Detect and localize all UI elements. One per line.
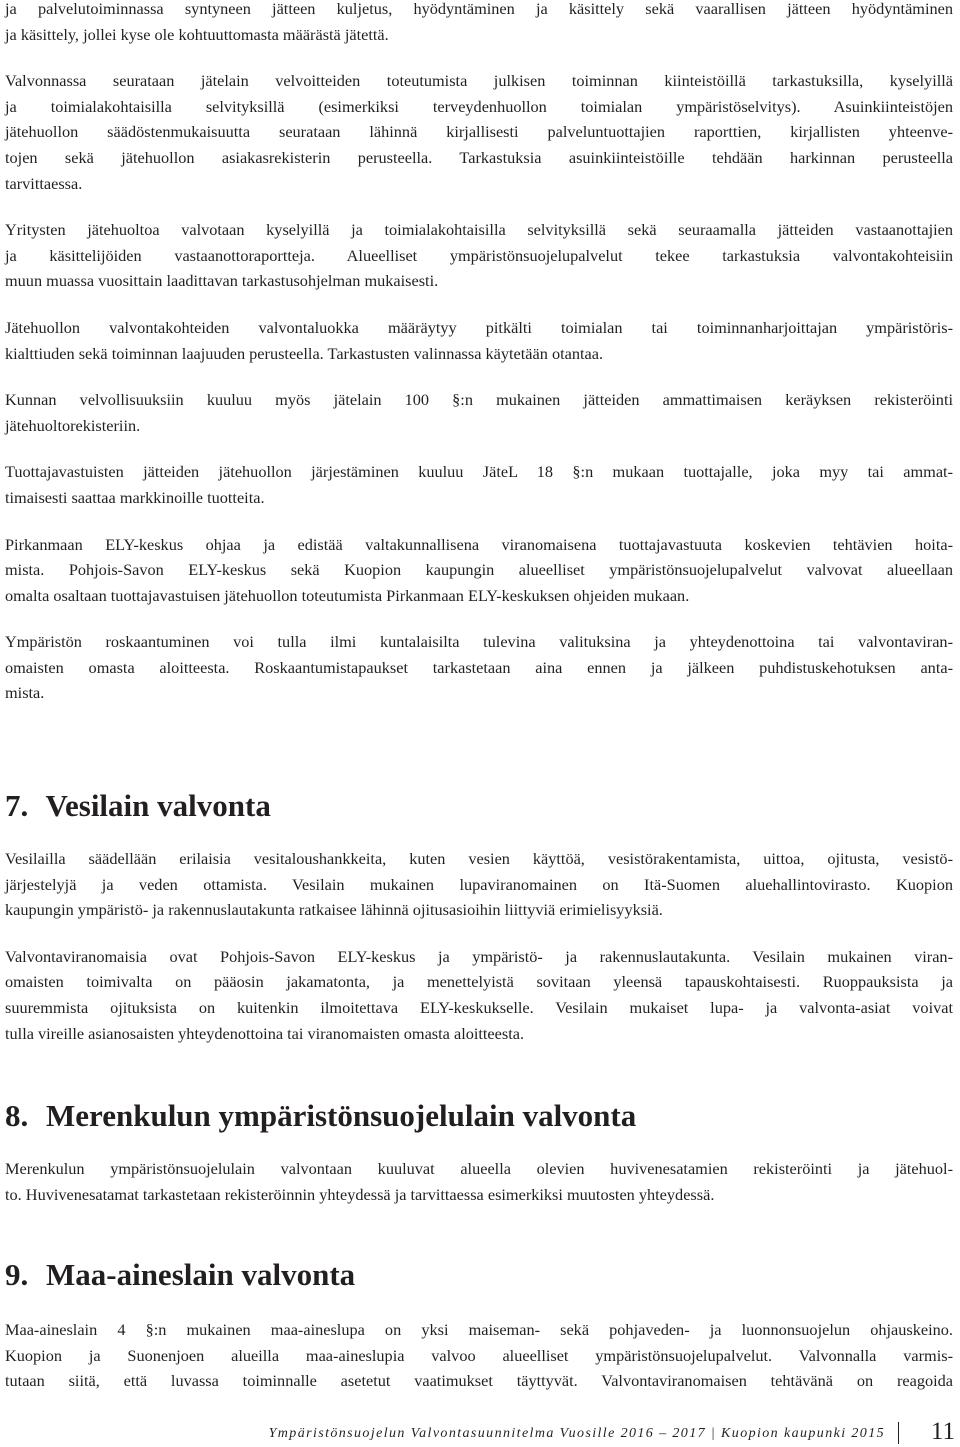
section-heading-9 xyxy=(5,1255,355,1295)
text-line: tarvittaessa. xyxy=(5,173,83,193)
text-line: ja käsittely, jollei kyse ole kohtuuttomasta määrästä jätettä. xyxy=(5,24,389,44)
text-line: muun muassa vuosittain laadittavan tarkastusohjelman mukaisesti. xyxy=(5,271,439,291)
text-line: jätehuoltorekisteriin. xyxy=(5,415,141,435)
text-line: omaisten toimivalta on pääosin jakamatonta, ja menettelyistä sovitaan yleensä tapauskohtaisesti. Ruoppauksista ja xyxy=(5,972,953,992)
text-line: tutaan siitä, että luvassa toiminnalle asetetut vaatimukset täyttyvät. Valvontaviranomaisen tehtävänä on reagoida xyxy=(5,1371,953,1391)
text-line: järjestelyjä ja veden ottamista. Vesilain mukainen lupaviranomainen on Itä-Suomen aluehallintovirasto. Kuopion xyxy=(5,874,953,894)
section-9-body xyxy=(5,1317,953,1394)
section-heading-8 xyxy=(5,1096,636,1136)
paragraph xyxy=(5,315,953,366)
text-line: ja palvelutoiminnassa syntyneen jätteen kuljetus, hyödyntäminen ja käsittely sekä vaarallisen jätteen hyödyntäminen xyxy=(5,0,953,18)
text-line: mista. Pohjois-Savon ELY-keskus sekä Kuopion kaupungin alueelliset ympäristönsuojelupalvelut valvovat alueellaan xyxy=(5,560,953,580)
text-line: Valvonnassa seurataan jätelain velvoitteiden toteutumista julkisen toiminnan kiinteistöillä tarkastuksilla, kyselyillä xyxy=(5,71,953,91)
text-line: kialttiuden sekä toiminnan laajuuden perusteella. Tarkastusten valinnassa käytetään otantaa. xyxy=(5,343,604,363)
section-number: 7. xyxy=(5,788,29,823)
text-line: ja käsittelijöiden vastaanottoraportteja. Alueelliset ympäristönsuojelupalvelut tekee tarkastuksia valvontakohteisiin xyxy=(5,245,953,265)
section-title: Merenkulun ympäristönsuojelulain valvonta xyxy=(46,1098,637,1133)
text-line: ja toimialakohtaisilla selvityksillä (esimerkiksi terveydenhuollon toimialan ympäristöselvitys). Asuinkiinteistöjen xyxy=(5,96,953,116)
text-line: Tuottajavastuisten jätteiden jätehuollon järjestäminen kuuluu JäteL 18 §:n mukaan tuottajalle, joka myy tai ammat- xyxy=(5,462,953,482)
text-line: Ympäristön roskaantuminen voi tulla ilmi kuntalaisilta tulevina valituksina ja yhteydenottoina tai valvontaviran- xyxy=(5,632,953,652)
paragraph xyxy=(5,459,953,510)
paragraph xyxy=(5,1156,953,1207)
paragraph xyxy=(5,629,953,706)
text-line: omaisten omasta aloitteesta. Roskaantumistapaukset tarkastetaan aina ennen ja jälkeen puhdistuskehotuksen anta- xyxy=(5,657,953,677)
section-8-body xyxy=(5,1156,953,1207)
text-line: jätehuollon säädöstenmukaisuutta seurataan lähinnä kirjallisesti palveluntuottajien raporttien, kirjallisten yhteenve- xyxy=(5,122,953,142)
paragraph xyxy=(5,944,953,1046)
text-line: tojen sekä jätehuollon asiakasrekisterin perusteella. Tarkastuksia asuinkiinteistöille tehdään harkinnan perusteella xyxy=(5,147,953,167)
paragraph xyxy=(5,846,953,923)
text-line: Maa-aineslain 4 §:n mukainen maa-aineslupa on yksi maiseman- sekä pohjaveden- ja luonnonsuojelun ohjauskeino. xyxy=(5,1320,953,1339)
text-line: to. Huvivenesatamat tarkastetaan rekisteröinnin yhteydessä ja tarvittaessa esimerkiksi muutosten yhteydessä. xyxy=(5,1184,715,1204)
paragraph xyxy=(5,532,953,609)
section-title: Maa-aineslain valvonta xyxy=(46,1257,356,1292)
paragraph xyxy=(5,387,953,438)
page-footer xyxy=(0,1418,955,1446)
text-line: kaupungin ympäristö- ja rakennuslautakunta ratkaisee lähinnä ojitusasioihin liittyviä erimielisyyksiä. xyxy=(5,900,663,920)
text-line: omalta osaltaan tuottajavastuisen jätehuollon toteutumista Pirkanmaan ELY-keskuksen ohjeiden mukaan. xyxy=(5,585,690,605)
text-line: Kunnan velvollisuuksiin kuuluu myös jätelain 100 §:n mukainen jätteiden ammattimaisen keräyksen rekisteröinti xyxy=(5,390,953,410)
section-number: 8. xyxy=(5,1098,29,1133)
footer-document-title: Ympäristönsuojelun Valvontasuunnitelma Vuosille 2016 – 2017 | Kuopion kaupunki 2015 xyxy=(268,1426,885,1441)
text-line: Valvontaviranomaisia ovat Pohjois-Savon ELY-keskus ja ympäristö- ja rakennuslautakunta. Vesilain mukainen viran- xyxy=(5,946,953,966)
text-line: mista. xyxy=(5,683,45,703)
section-heading-7 xyxy=(5,786,271,826)
section-title: Vesilain valvonta xyxy=(45,788,271,823)
section-7-body xyxy=(5,846,953,1046)
text-line: Vesilailla säädellään erilaisia vesitaloushankkeita, kuten vesien käyttöä, vesistörakentamista, uittoa, ojitusta, vesistö- xyxy=(5,849,953,868)
text-line: Jätehuollon valvontakohteiden valvontaluokka määräytyy pitkälti toimialan tai toiminnanharjoittajan ympäristöris- xyxy=(5,317,953,337)
text-line: tulla vireille asianosaisten yhteydenottoina tai viranomaisten omasta aloitteesta. xyxy=(5,1023,525,1043)
text-line: timaisesti saattaa markkinoille tuotteita. xyxy=(5,487,265,507)
paragraph xyxy=(5,1317,953,1394)
paragraph xyxy=(5,217,953,294)
paragraph xyxy=(5,0,953,47)
page-number: 11 xyxy=(930,1418,955,1445)
section-number: 9. xyxy=(5,1257,29,1292)
text-line: Kuopion ja Suonenjoen alueilla maa-aineslupia valvoo alueelliset ympäristönsuojelupalvelut. Valvonnalla varmis- xyxy=(5,1345,953,1365)
text-line: suuremmista ojituksista on kuitenkin ilmoitettava ELY-keskukselle. Vesilain mukaiset lupa- ja valvonta-asiat voivat xyxy=(5,997,953,1017)
text-line: Pirkanmaan ELY-keskus ohjaa ja edistää valtakunnallisena viranomaisena tuottajavastuuta koskevien tehtävien hoita- xyxy=(5,534,953,554)
footer-divider xyxy=(898,1422,899,1444)
paragraph xyxy=(5,68,953,196)
text-line: Yritysten jätehuoltoa valvotaan kyselyillä ja toimialakohtaisilla selvityksillä sekä seuraamalla jätteiden vastaanottajien xyxy=(5,220,953,240)
body-top xyxy=(5,0,953,706)
text-line: Merenkulun ympäristönsuojelulain valvontaan kuuluvat alueella olevien huvivenesatamien rekisteröinti ja jätehuol- xyxy=(5,1159,953,1178)
